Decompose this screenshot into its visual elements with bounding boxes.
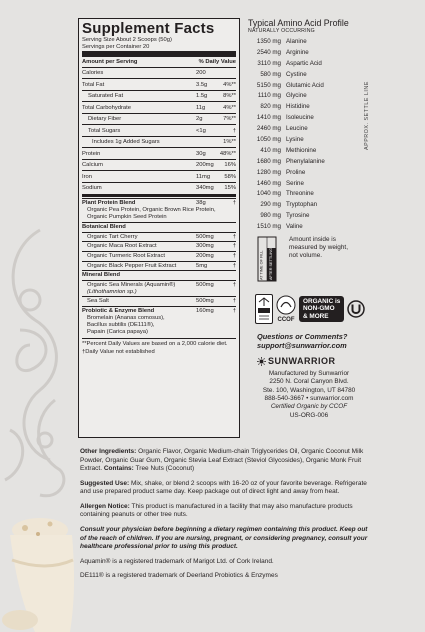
enzyme-blend-dv: † [232, 307, 236, 314]
fill-label-time-of-fill: AT TIME OF FILL [259, 250, 264, 280]
nutrient-name: Total Sugars [88, 127, 121, 134]
ingredient-dv: † [232, 243, 236, 250]
ingredient-amount: 500mg [196, 298, 214, 305]
other-ingredients-text: Organic Flavor, Organic Medium-chain Triglycerides Oil, Organic Coconut Milk Powder, Organic Guar Gum, Organic Stevia Leaf Extract (Steviol Glycosides), Organic Monk Fruit Extract. [80, 448, 364, 473]
amino-acid-name: Arginine [286, 48, 309, 56]
amino-acid-amount: 820 mg [260, 103, 281, 111]
ingredient-dv: † [232, 281, 236, 288]
enzyme-ingredient: Bromelain (Ananas comosus), [87, 314, 165, 321]
settle-line-label: APPROX. SETTLE LINE [364, 81, 370, 150]
amino-acid-profile [248, 18, 368, 232]
amino-acid-row [248, 145, 368, 156]
brand-logo [257, 356, 336, 366]
nutrient-row [82, 67, 236, 79]
kosher-u-icon [347, 300, 365, 318]
amino-acid-name: Histidine [286, 103, 310, 111]
contains-label: Contains: [103, 465, 134, 473]
footnote-not-established: †Daily Value not established [82, 348, 155, 355]
ingredient-amount: 500mg [196, 281, 214, 288]
nutrient-amount: 30g [196, 150, 206, 157]
nutrient-daily-value: 1%** [223, 139, 236, 146]
amount-per-serving-label: Amount per Serving [82, 59, 138, 66]
blend-amount: 38g [196, 200, 206, 207]
supplement-facts-title: Supplement Facts [82, 20, 215, 37]
amino-acid-amount: 410 mg [260, 146, 281, 154]
nutrient-row [82, 136, 236, 148]
supplement-facts-footnotes [82, 338, 236, 356]
amino-acid-name: Aspartic Acid [286, 59, 322, 67]
amino-acid-name: Valine [286, 223, 303, 231]
nutrient-row [82, 113, 236, 125]
nutrient-name: Calories [82, 70, 104, 77]
suggested-use-label: Suggested Use: [80, 479, 130, 487]
plant-protein-blend [82, 198, 236, 222]
amino-acid-name: Lysine [286, 135, 304, 143]
svg-text:CCOF: CCOF [277, 317, 295, 323]
suggested-use-text: Mix, shake, or blend 2 scoops with 16-20 oz of your favorite beverage. Refrigerate and use prepared product same day. Keep package out of direct light and away from heat. [80, 479, 367, 496]
botanical-blend-heading: Botanical Blend [82, 222, 236, 232]
brand-name: SUNWARRIOR [268, 356, 336, 366]
nutrient-amount: 340mg [196, 185, 214, 192]
botanical-blend-list [82, 232, 236, 271]
amino-acid-row [248, 134, 368, 145]
enzyme-ingredient: Papain (Carica papaya) [87, 328, 148, 335]
amino-acid-row [248, 210, 368, 221]
nutrient-name: Total Carbohydrate [82, 104, 131, 111]
amino-acid-name: Cystine [286, 70, 307, 78]
nutrient-name: Includes 1g Added Sugars [92, 139, 160, 146]
amino-acid-amount: 1050 mg [256, 135, 281, 143]
manufacturer-line-1: Manufactured by Sunwarrior [268, 370, 350, 377]
supplement-facts-panel [78, 18, 240, 438]
amino-acid-name: Isoleucine [286, 114, 314, 122]
amino-acid-name: Proline [286, 168, 306, 176]
nutrient-name: Calcium [82, 162, 103, 169]
suggested-use [80, 480, 370, 497]
ingredient-amount: 200mg [196, 253, 214, 259]
ingredient-dv: † [232, 262, 236, 269]
nutrient-name: Saturated Fat [88, 93, 124, 100]
nutrient-daily-value: 15% [224, 185, 236, 192]
questions-label: Questions or Comments? [257, 332, 348, 341]
botanical-row [82, 251, 236, 261]
amino-acid-name: Serine [286, 179, 304, 187]
nutrient-amount: <1g [196, 127, 206, 134]
nutrient-amount: 200 [196, 70, 206, 77]
ingredient-amount: 5mg [196, 262, 208, 269]
amino-acid-name: Tyrosine [286, 212, 310, 220]
amino-acid-amount: 2460 mg [256, 125, 281, 133]
footnote-daily-values: **Percent Daily Values are based on a 2,000 calorie diet. [82, 341, 228, 348]
serving-size: Serving Size About 2 Scoops (50g) [82, 37, 172, 43]
nutrient-amount: 1.5g [196, 93, 208, 100]
amount-header [82, 58, 236, 67]
nutrient-daily-value: 4%** [223, 104, 236, 111]
enzyme-blend-name: Probiotic & Enzyme Blend [82, 307, 155, 314]
amino-acid-amount: 2540 mg [256, 48, 281, 56]
amino-acid-row [248, 101, 368, 112]
nutrient-row [82, 101, 236, 113]
manufacturer-info [253, 370, 365, 420]
nutrient-amount: 2g [196, 116, 203, 123]
amino-acid-name: Glutamic Acid [286, 81, 324, 89]
daily-value-label: % Daily Value [198, 59, 236, 66]
probiotic-enzyme-blend [82, 306, 236, 337]
manufacturer-line-6: US-ORG-006 [289, 411, 329, 419]
amino-acid-amount: 1410 mg [256, 114, 281, 122]
manufacturer-line-3: Ste. 100, Washington, UT 84780 [262, 386, 356, 394]
mineral-row [82, 296, 236, 306]
nutrient-name: Protein [82, 150, 101, 157]
allergen-notice [80, 503, 370, 520]
ingredient-amount: 500mg [196, 233, 214, 240]
amino-acid-row [248, 112, 368, 123]
divider-thick [82, 51, 236, 57]
nutrient-row [82, 159, 236, 171]
ingredient-dv: † [232, 233, 236, 240]
trademark-aquamin: Aquamin® is a registered trademark of Marigot Ltd. of Cork Ireland. [80, 557, 274, 565]
blend-dv: † [232, 200, 236, 207]
mineral-blend-list [82, 280, 236, 306]
manufacturer-line-4: 888-540-3667 • sunwarrior.com [264, 394, 354, 402]
ingredient-dv: † [232, 253, 236, 259]
nutrient-name: Iron [82, 173, 92, 180]
product-drink-illustration [0, 510, 82, 632]
amino-acid-title: Typical Amino Acid Profile [248, 18, 349, 28]
amino-acid-row [248, 47, 368, 58]
enzyme-blend-ingredients [82, 315, 236, 336]
ingredient-source: (Lithothamnion sp.) [87, 288, 137, 295]
amino-acid-amount: 1110 mg [257, 92, 281, 100]
mineral-row [82, 280, 236, 296]
amino-acid-row [248, 188, 368, 199]
nutrient-name: Total Fat [82, 81, 105, 88]
divider-mid [82, 194, 236, 197]
nutrient-row [82, 182, 236, 194]
manufacturer-line-5: Certified Organic by CCOF [270, 403, 348, 411]
organic-non-gmo-badge [299, 296, 344, 321]
amino-acid-amount: 5150 mg [256, 81, 281, 89]
botanical-row [82, 261, 236, 271]
ingredient-name: Organic Tart Cherry [87, 233, 138, 240]
amino-acid-amount: 1040 mg [256, 190, 281, 198]
amino-acid-row [248, 69, 368, 80]
certification-icons [255, 293, 365, 325]
nutrient-amount: 3.5g [196, 81, 208, 88]
nutrient-daily-value: † [232, 127, 236, 134]
amino-acid-name: Methionine [286, 146, 317, 154]
other-ingredients [80, 448, 370, 474]
ingredient-name: Sea Salt [87, 298, 109, 305]
nutrient-name: Dietary Fiber [88, 116, 122, 123]
sun-logo-icon [257, 357, 266, 366]
contains-text: Tree Nuts (Coconut) [135, 465, 195, 473]
amino-acid-amount: 1350 mg [256, 37, 281, 45]
botanical-row [82, 241, 236, 251]
amino-acid-amount: 580 mg [260, 70, 281, 78]
nutrient-daily-value: 8%** [223, 93, 236, 100]
amino-acid-row [248, 58, 368, 69]
amino-acid-row [248, 167, 368, 178]
nutrient-row [82, 78, 236, 90]
amino-acid-amount: 1680 mg [256, 157, 281, 165]
nutrient-amount: 11g [196, 104, 206, 111]
amino-acid-name: Tryptophan [286, 201, 318, 209]
trademark-de111: DE111® is a registered trademark of Deerland Probiotics & Enzymes [80, 572, 278, 580]
nutrient-row [82, 147, 236, 159]
amino-acid-amount: 290 mg [260, 201, 281, 209]
amino-acid-subtitle: NATURALLY OCCURRING [248, 28, 315, 34]
amino-acid-name: Threonine [286, 190, 314, 198]
enzyme-ingredient: Bacillus subtilis (DE111®), [87, 321, 155, 328]
other-ingredients-label: Other Ingredients: [80, 448, 137, 455]
ingredient-name: Organic Black Pepper Fruit Extract [87, 262, 177, 269]
nutrient-daily-value: 4%** [223, 81, 236, 88]
nutrient-amount: 200mg [196, 162, 214, 169]
allergen-label: Allergen Notice: [80, 502, 130, 510]
badge-line-2: NON-GMO [303, 305, 335, 313]
nutrient-row [82, 124, 236, 136]
amino-acid-name: Glycine [286, 92, 307, 100]
nutrient-daily-value: 48%** [219, 150, 236, 157]
nutrient-row [82, 170, 236, 182]
blend-ingredients: Organic Pea Protein, Organic Brown Rice Protein, Organic Pumpkin Seed Protein [87, 207, 216, 221]
amino-acid-row [248, 178, 368, 189]
manufacturer-line-2: 2250 N. Coral Canyon Blvd. [269, 378, 349, 386]
enzyme-blend-amount: 160mg [196, 307, 214, 314]
nutrient-daily-value: 16% [224, 162, 236, 169]
amino-acid-name: Alanine [286, 37, 307, 45]
amino-acid-amount: 1510 mg [256, 223, 281, 231]
amino-acid-name: Phenylalanine [286, 157, 325, 165]
fill-label-after-settling: AFTER SETTLING [269, 247, 273, 280]
amino-acid-row [248, 90, 368, 101]
badge-line-3: & MORE [303, 312, 329, 320]
amino-acid-name: Leucine [286, 125, 308, 133]
amino-acid-row [248, 80, 368, 91]
recycle-store-drop-off-icon [255, 294, 273, 324]
nutrient-name: Sodium [82, 185, 102, 192]
amino-acid-list [248, 36, 368, 232]
fill-level-indicator [257, 236, 277, 282]
fill-statement: Amount inside is measured by weight, not volume. [289, 236, 348, 259]
ingredient-dv: † [232, 298, 236, 305]
amino-acid-row [248, 36, 368, 47]
nutrient-amount: 11mg [196, 173, 211, 180]
nutrient-daily-value: 58% [224, 173, 236, 180]
allergen-text: This product is manufactured in a facility that may also manufacture products containing peanuts or other tree nuts. [80, 502, 353, 519]
support-email: support@sunwarrior.com [257, 341, 347, 351]
amino-acid-amount: 980 mg [260, 212, 281, 220]
amino-acid-row [248, 221, 368, 232]
badge-line-1: ORGANIC is [303, 298, 341, 306]
nutrient-daily-value: 7%** [223, 116, 236, 123]
ingredient-name: Organic Turmeric Root Extract [87, 253, 165, 259]
amino-acid-amount: 1280 mg [256, 168, 281, 176]
ingredient-amount: 300mg [196, 243, 214, 250]
amino-acid-row [248, 123, 368, 134]
amino-acid-row [248, 156, 368, 167]
amino-acid-row [248, 199, 368, 210]
ccof-organic-seal-icon [276, 295, 296, 323]
ingredient-name: Organic Maca Root Extract [87, 243, 157, 250]
label-lower-text [80, 448, 370, 587]
nutrient-list [82, 67, 236, 194]
contact-block [257, 332, 347, 351]
blend-name: Plant Protein Blend [82, 200, 136, 207]
ingredient-name: Organic Sea Minerals (Aquamin®) [87, 281, 176, 288]
amino-acid-amount: 1460 mg [256, 179, 281, 187]
warning-text: Consult your physician before beginning a dietary regimen containing this product. Keep out of the reach of children. If you are nursing, pregnant, or considering pregnancy, consult your healthcare professional prior to using this product. [80, 526, 368, 551]
mineral-blend-heading: Mineral Blend [82, 270, 236, 280]
botanical-row [82, 232, 236, 242]
amino-acid-amount: 3110 mg [257, 59, 281, 67]
servings-per-container: Servings per Container 20 [82, 43, 150, 50]
nutrient-row [82, 90, 236, 102]
